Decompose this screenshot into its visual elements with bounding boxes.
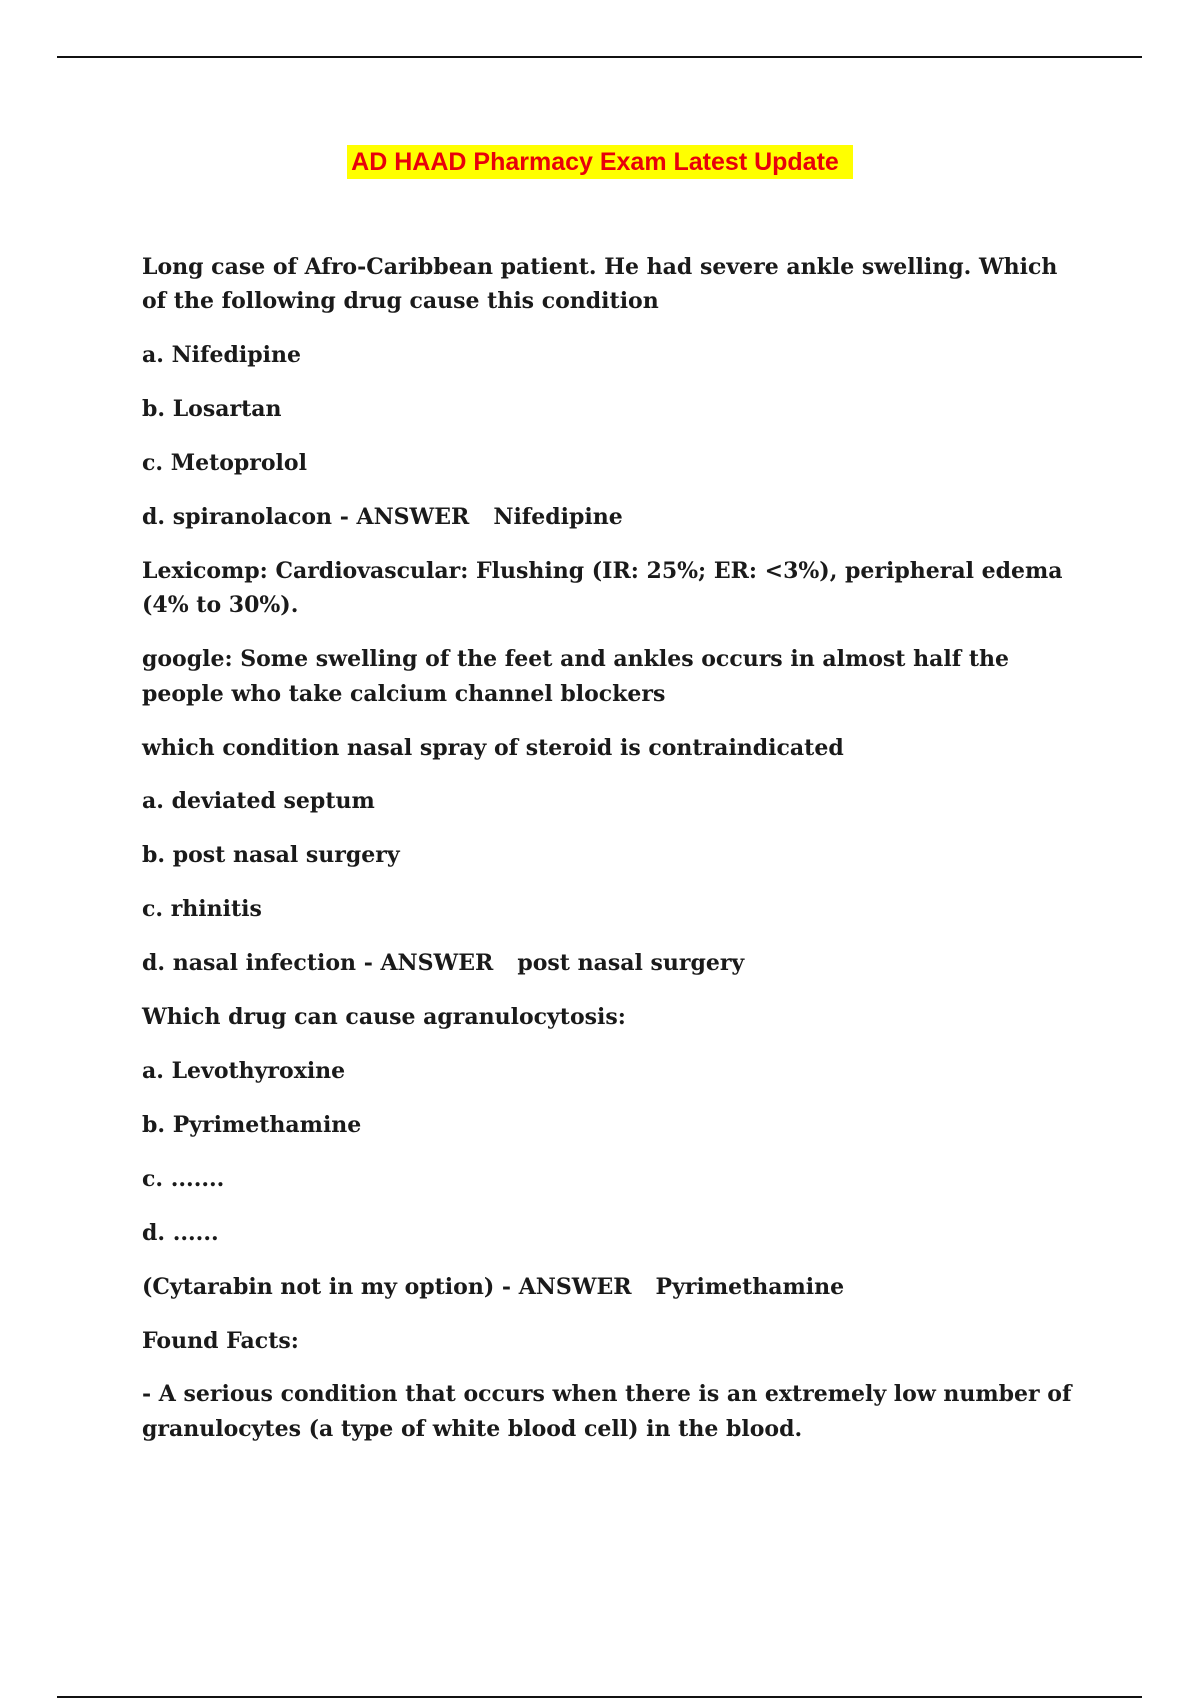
question-2-text: which condition nasal spray of steroid is contraindicated xyxy=(142,734,844,761)
document-body xyxy=(142,250,1082,1466)
question-1-option-d-row xyxy=(142,500,1082,534)
question-2-option-b: b. post nasal surgery xyxy=(142,842,400,869)
question-3-option-d: d. ...... xyxy=(142,1219,219,1246)
found-fact-1: - A serious condition that occurs when there is an extremely low number of granulocytes (a type of white blood cell) in the blood. xyxy=(142,1381,1072,1442)
question-1-note-lexicomp: Lexicomp: Cardiovascular: Flushing (IR: 25%; ER: <3%), peripheral edema (4% to 30%). xyxy=(142,557,1063,619)
question-1-answer-label: - ANSWER xyxy=(339,504,470,531)
question-2-answer: post nasal surgery xyxy=(517,950,745,977)
question-1-note-google: google: Some swelling of the feet and ankles occurs in almost half the people who take calcium channel blockers xyxy=(142,646,1010,707)
question-2-option-a: a. deviated septum xyxy=(142,788,375,815)
question-3-answer-label: - ANSWER xyxy=(501,1273,632,1300)
document-title: AD HAAD Pharmacy Exam Latest Update xyxy=(347,145,853,179)
found-facts-heading: Found Facts: xyxy=(142,1327,299,1354)
question-3-answer-row xyxy=(142,1270,1082,1304)
question-3-option-c: c. ....... xyxy=(142,1165,225,1192)
question-2-option-d: d. nasal infection xyxy=(142,950,357,977)
question-2-answer-label: - ANSWER xyxy=(363,950,494,977)
question-1-option-b: b. Losartan xyxy=(142,396,282,423)
bottom-divider xyxy=(57,1696,1142,1698)
question-3-answer: Pyrimethamine xyxy=(655,1273,845,1300)
title-container xyxy=(0,145,1200,179)
question-3-option-b: b. Pyrimethamine xyxy=(142,1111,362,1138)
question-1-option-a: a. Nifedipine xyxy=(142,342,301,369)
question-1-option-d: d. spiranolacon xyxy=(142,504,333,531)
question-3-option-a: a. Levothyroxine xyxy=(142,1058,346,1084)
question-3-answer-prefix: (Cytarabin not in my option) xyxy=(142,1273,495,1300)
question-2-option-d-row xyxy=(142,946,1082,980)
top-divider xyxy=(57,56,1142,58)
question-1-text: Long case of Afro-Caribbean patient. He had severe ankle swelling. Which of the following drug cause this condition xyxy=(142,254,1058,315)
question-3-text: Which drug can cause agranulocytosis: xyxy=(142,1004,626,1031)
question-1-option-c: c. Metoprolol xyxy=(142,450,307,477)
question-2-option-c: c. rhinitis xyxy=(142,896,262,923)
question-1-answer: Nifedipine xyxy=(493,504,623,531)
